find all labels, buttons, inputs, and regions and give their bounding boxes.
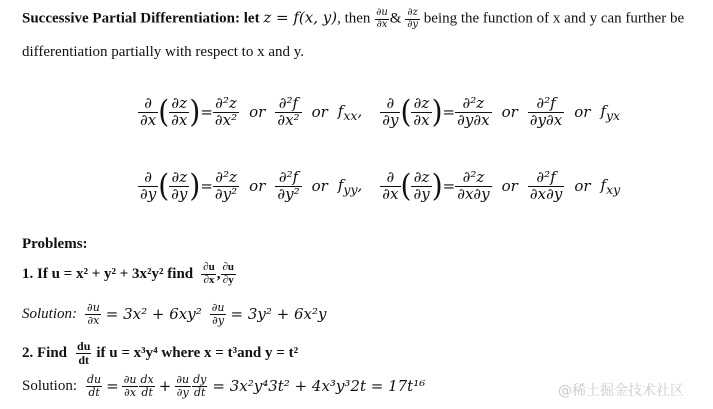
watermark: @稀土掘金技术社区 xyxy=(558,383,684,399)
dz-dy-fraction: $\frac{\partial z}{\partial y}$ xyxy=(407,7,419,30)
z-definition: z = f(x, y) xyxy=(263,8,338,27)
paren-left: ( xyxy=(158,93,170,130)
d2z-dx2: $\frac{\text{∂²z}}{\text{∂x²}}$ xyxy=(214,94,238,129)
ampersand: & xyxy=(389,10,402,27)
problem-1: 1. If u = x² + y² + 3x²y² find $\frac{\partial u}{\partial x}$ , $\frac{\partial u}{\partial y}$ xyxy=(22,261,235,286)
intro-let: let xyxy=(243,10,260,27)
fyy: $f_{yy}$, xyxy=(337,175,363,197)
dz-dx-fraction: $\frac{\partial u}{\partial x}$ xyxy=(376,7,388,30)
d2f-dy2: $\frac{\text{∂²f}}{\text{∂y²}}$ xyxy=(277,168,300,203)
problems-heading: Problems: xyxy=(22,236,88,252)
solution-1: Solution: $\frac{\partial u}{\partial x}$ = 3x² + 6xy² $\frac{\partial u}{\partial y}$ = 3y² + 6x²y xyxy=(22,301,327,327)
du-dy: $\frac{\partial u}{\partial y}$ xyxy=(222,261,235,286)
d-dx-operator: $\frac{\partial}{\partial x}$ xyxy=(140,94,157,129)
intro-line-1 xyxy=(22,8,684,30)
d-dy-operator-2: $\frac{\partial}{\partial y}$ xyxy=(140,168,157,203)
solution-2: Solution: $\frac{du}{dt}$ = $\frac{\partial u}{\partial x}$ $\frac{dx}{dt}$ + $\frac{\partial u}{\partial y}$ $\frac{dy}{dt}$ = 3x²y⁴3t² + 4x³y³2t = 17t¹⁶ xyxy=(22,373,426,399)
intro-tail: being the function of x and y can further be xyxy=(423,10,685,27)
d2f-dydx: $\frac{\text{∂²f}}{\partial y\partial x}$ xyxy=(529,94,563,129)
intro-line-2: differentiation partially with respect to x and y. xyxy=(22,44,304,60)
d-dy-operator: $\frac{\partial}{\partial y}$ xyxy=(382,94,399,129)
intro-then: , then xyxy=(337,10,371,27)
fxx: $f_{xx}$, xyxy=(337,101,363,123)
equation-row-1: $\frac{\partial}{\partial x}$ ( $\frac{\partial z}{\partial x}$ ) = $\frac{\text{∂²z}}{\text{∂x²}}$ or $\frac{\text{∂²f}}{\text{∂x²}}$ or $f_{xx}$, $\frac{\partial}{\partial y}$ ( $\frac{\partial z}{\partial x}$ ) = $\frac{\text{∂²z}}{\partial y\partial x}$ or $\frac{\text{∂²f}}{\partial y\partial x}$ or $f_{yx}$ xyxy=(140,93,621,130)
fyx: $f_{yx}$ xyxy=(600,101,621,123)
problem-2: 2. Find $\frac{du}{dt}$ if u = x³y⁴ where x = t³and y = t² xyxy=(22,339,299,367)
equation-row-2: $\frac{\partial}{\partial y}$ ( $\frac{\partial z}{\partial y}$ ) = $\frac{\text{∂²z}}{\text{∂y²}}$ or $\frac{\text{∂²f}}{\text{∂y²}}$ or $f_{yy}$, $\frac{\partial}{\partial x}$ ( $\frac{\partial z}{\partial y}$ ) = $\frac{\text{∂²z}}{\partial x\partial y}$ or $\frac{\text{∂²f}}{\partial x\partial y}$ or $f_{xy}$ xyxy=(140,167,621,204)
d2z-dxdy: $\frac{\text{∂²z}}{\partial x\partial y}$ xyxy=(457,168,490,203)
section-title: Successive Partial Differentiation: xyxy=(22,10,241,27)
dz-dx: $\frac{\partial z}{\partial x}$ xyxy=(171,94,188,129)
d2z-dy2: $\frac{\text{∂²z}}{\text{∂y²}}$ xyxy=(214,168,238,203)
fxy: $f_{xy}$ xyxy=(600,175,621,197)
paren-right: ) xyxy=(189,93,201,130)
du-dx: $\frac{\partial u}{\partial x}$ xyxy=(203,261,215,286)
d2z-dydx: $\frac{\text{∂²z}}{\partial y\partial x}$ xyxy=(457,94,490,129)
d2f-dxdy: $\frac{\text{∂²f}}{\partial x\partial y}$ xyxy=(529,168,563,203)
d2f-dx2: $\frac{\text{∂²f}}{\text{∂x²}}$ xyxy=(277,94,300,129)
